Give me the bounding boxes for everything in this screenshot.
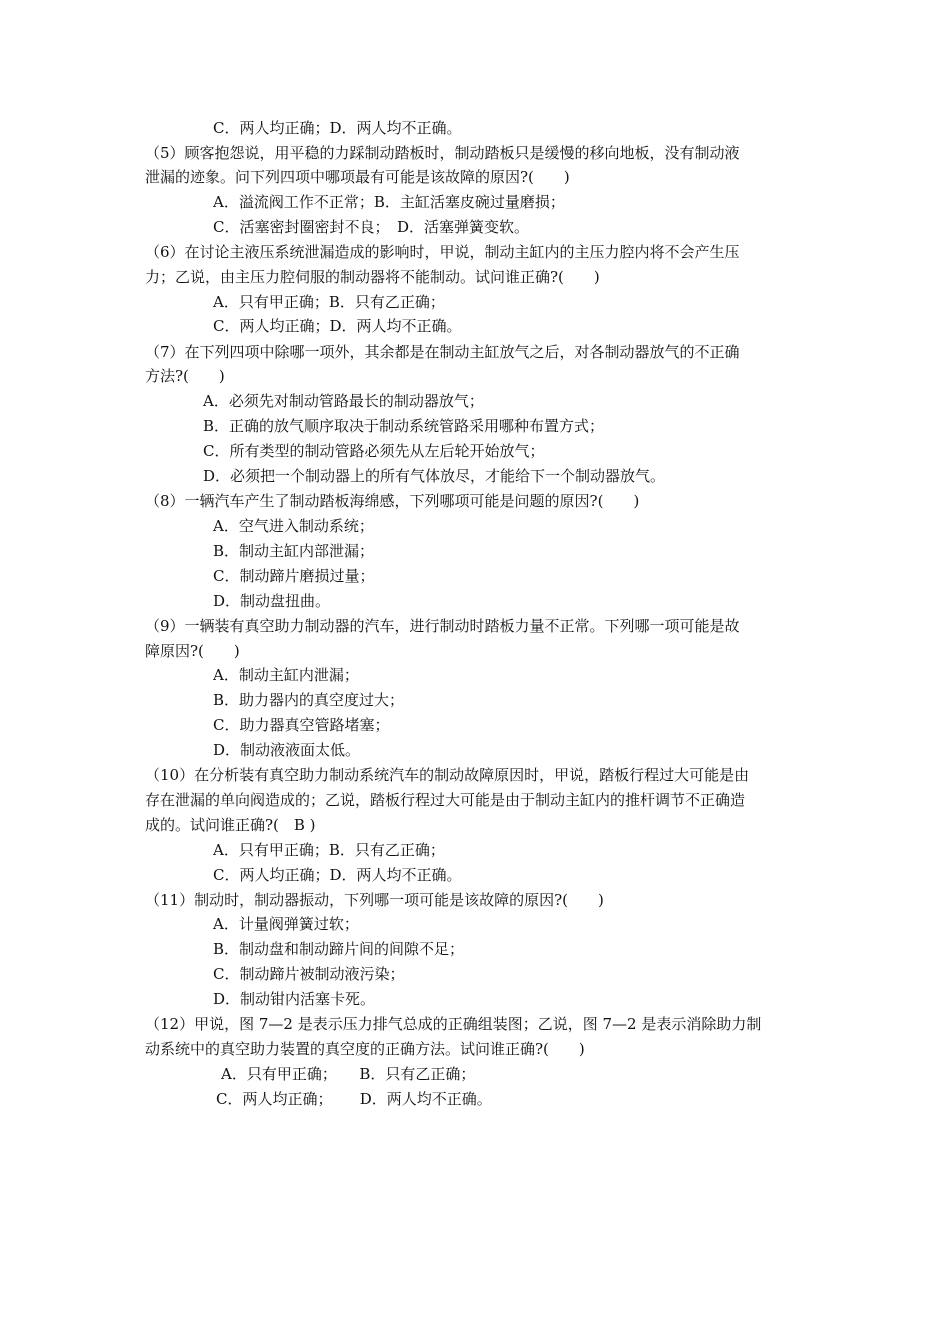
q10-options-ab: A．只有甲正确；B．只有乙正确； (213, 841, 445, 859)
question-5-line-2: 泄漏的迹象。问下列四项中哪项最有可能是该故障的原因?( ) (145, 168, 570, 186)
q9-option-b: B．助力器内的真空度过大； (213, 691, 405, 709)
question-7-line-1: （7）在下列四项中除哪一项外，其余都是在制动主缸放气之后，对各制动器放气的不正确 (145, 343, 740, 361)
q7-option-c: C．所有类型的制动管路必须先从左后轮开始放气； (203, 442, 545, 460)
question-12-line-1: （12）甲说，图 7—2 是表示压力排气总成的正确组装图；乙说，图 7—2 是表示消除助力制 (145, 1015, 762, 1033)
question-9-line-1: （9）一辆装有真空助力制动器的汽车，进行制动时踏板力量不正常。下列哪一项可能是故 (145, 617, 740, 635)
question-7-line-2: 方法?( ) (145, 367, 225, 385)
question-10-line-3: 成的。试问谁正确?( B ) (145, 816, 316, 834)
question-9-line-2: 障原因?( ) (145, 642, 240, 660)
q6-options-ab: A．只有甲正确；B．只有乙正确； (213, 293, 445, 311)
q9-option-a: A．制动主缸内泄漏； (213, 666, 359, 684)
q5-options-cd: C．活塞密封圈密封不良； D．活塞弹簧变软。 (213, 218, 530, 236)
q8-option-a: A．空气进入制动系统； (213, 517, 374, 535)
question-8: （8）一辆汽车产生了制动踏板海绵感，下列哪项可能是问题的原因?( ) (145, 492, 640, 510)
q11-option-c: C．制动蹄片被制动液污染； (213, 965, 405, 983)
question-10-line-2: 存在泄漏的单向阀造成的；乙说，踏板行程过大可能是由于制动主缸内的推杆调节不正确造 (145, 791, 746, 809)
q7-option-a: A．必须先对制动管路最长的制动器放气； (203, 392, 484, 410)
q6-options-cd: C．两人均正确；D．两人均不正确。 (213, 317, 462, 335)
question-6-line-1: （6）在讨论主液压系统泄漏造成的影响时，甲说，制动主缸内的主压力腔内将不会产生压 (145, 243, 740, 261)
q11-option-d: D．制动钳内活塞卡死。 (213, 990, 376, 1008)
question-12-line-2: 动系统中的真空助力装置的真空度的正确方法。试问谁正确?( ) (145, 1040, 585, 1058)
q8-option-b: B．制动主缸内部泄漏； (213, 542, 375, 560)
question-11: （11）制动时，制动器振动，下列哪一项可能是该故障的原因?( ) (145, 891, 604, 909)
q8-option-c: C．制动蹄片磨损过量； (213, 567, 375, 585)
q12-options-ab: A．只有甲正确； B．只有乙正确； (221, 1065, 476, 1083)
q7-option-d: D．必须把一个制动器上的所有气体放尽，才能给下一个制动器放气。 (203, 467, 666, 485)
q12-options-cd: C．两人均正确； D．两人均不正确。 (216, 1090, 492, 1108)
q4-options-cd: C．两人均正确；D．两人均不正确。 (213, 119, 462, 137)
q10-options-cd: C．两人均正确；D．两人均不正确。 (213, 866, 462, 884)
q5-options-ab: A．溢流阀工作不正常；B．主缸活塞皮碗过量磨损； (213, 193, 565, 211)
q11-option-a: A．计量阀弹簧过软； (213, 915, 359, 933)
q7-option-b: B．正确的放气顺序取决于制动系统管路采用哪种布置方式； (203, 417, 605, 435)
question-10-line-1: （10）在分析装有真空助力制动系统汽车的制动故障原因时，甲说，踏板行程过大可能是由 (145, 766, 750, 784)
q8-option-d: D．制动盘扭曲。 (213, 592, 331, 610)
q9-option-d: D．制动液液面太低。 (213, 741, 361, 759)
question-5-line-1: （5）顾客抱怨说，用平稳的力踩制动踏板时，制动踏板只是缓慢的移向地板，没有制动液 (145, 144, 740, 162)
q11-option-b: B．制动盘和制动蹄片间的间隙不足； (213, 940, 465, 958)
question-6-line-2: 力；乙说，由主压力腔伺服的制动器将不能制动。试问谁正确?( ) (145, 268, 600, 286)
q9-option-c: C．助力器真空管路堵塞； (213, 716, 390, 734)
